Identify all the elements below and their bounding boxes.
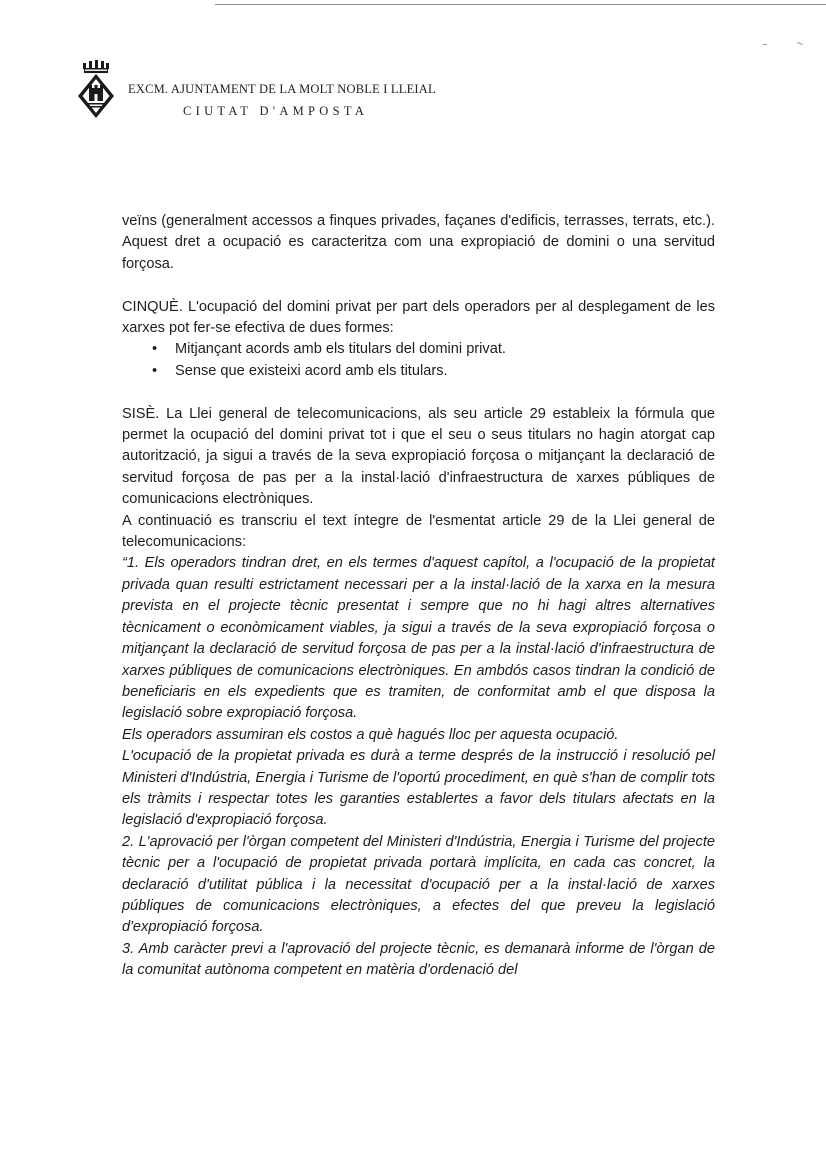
scan-speck [763,44,767,45]
bullet-list [122,339,715,382]
coat-of-arms-icon [76,60,116,124]
document-body [122,211,715,982]
paragraph-intro: veïns (generalment accessos a finques privades, façanes d'edificis, terrasses, terrats, etc.). Aquest dret a ocupació es caracteritza com una expropiació de domini o una servitud forçosa. [122,213,715,272]
paragraph-cinque: CINQUÈ. L'ocupació del domini privat per part dels operadors per al desplegament de les xarxes pot fer-se efectiva de dues formes: [122,298,715,337]
scan-edge-line [215,4,826,5]
paragraph-transcriu: A continuació es transcriu el text íntegre de l'esmentat article 29 de la Llei general de telecomunicacions: [122,512,715,551]
quote-paragraph-3: 3. Amb caràcter previ a l'aprovació del projecte tècnic, es demanarà informe de l'òrgan de la comunitat autònoma competent en matèria d'ordenació del [122,940,715,979]
header-city: CIUTAT D'AMPOSTA [183,104,369,118]
header-institution: EXCM. AJUNTAMENT DE LA MOLT NOBLE I LLEIAL [128,82,436,96]
scan-speck [797,42,803,45]
quote-paragraph-2: 2. L'aprovació per l'òrgan competent del Ministeri d'Indústria, Energia i Turisme del projecte tècnic per a l'ocupació de propietat privada portarà implícita, en cada cas concret, la declaració d'utilitat pública i la necessitat d'ocupació per a la instal·lació de xarxes públiques de comunicacions electròniques, a efectes del que preveu la legislació d'expropiació forçosa. [122,833,715,936]
paragraph-sise: SISÈ. La Llei general de telecomunicacions, als seu article 29 estableix la fórmula que permet la ocupació del domini privat tot i que el seu o seus titulars no hagin atorgat cap autorització, ja sigui a través de la seva expropiació forçosa o mitjançant la declaració de servitud forçosa de pas per a la instal·lació d'infraestructura de xarxes públiques de comunicacions electròniques. [122,405,715,508]
quote-paragraph-1: “1. Els operadors tindran dret, en els termes d'aquest capítol, a l'ocupació de la propietat privada quan resulti estrictament necessari per a la instal·lació de la xarxa en la mesura prevista en el projecte tècnic presentat i sempre que no hi hagi altres alternatives tècnicament o econòmicament viables, ja sigui a través de la seva expropiació forçosa o mitjançant la declaració de servitud forçosa de pas per a la instal·lació d'infraestructura de xarxes públiques de comunicacions electròniques. En ambdós casos tindran la condició de beneficiaris en els expedients que es tramiten, de conformitat amb el que disposa la legislació sobre expropiació forçosa. [122,555,715,722]
quote-paragraph-costs: Els operadors assumiran els costos a què hagués lloc per aquesta ocupació. [122,726,619,743]
list-item: • Mitjançant acords amb els titulars del domini privat. [122,339,715,360]
article-quote [122,553,715,981]
list-item: • Sense que existeixi acord amb els titulars. [122,361,715,382]
quote-paragraph-occupation: L'ocupació de la propietat privada es durà a terme després de la instrucció i resolució pel Ministeri d'Indústria, Energia i Turisme de l'oportú procediment, en què s'han de complir tots els tràmits i respectar totes les garanties establertes a favor dels titulars afectats en la legislació d'expropiació forçosa. [122,748,715,829]
